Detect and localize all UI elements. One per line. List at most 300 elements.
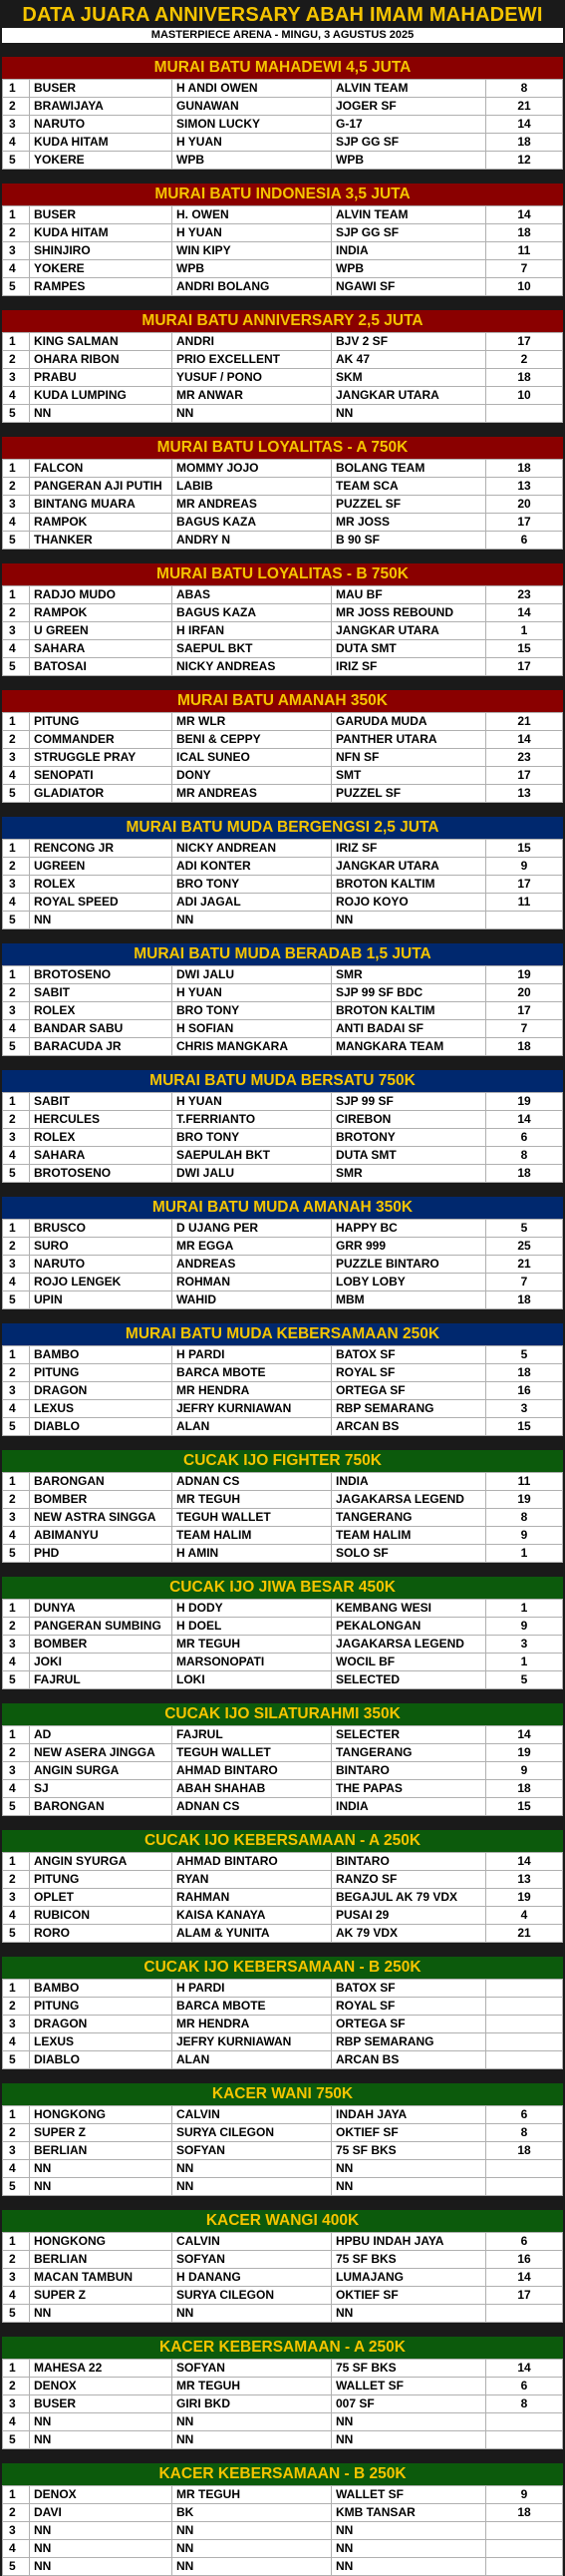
owner-cell: MR HENDRA [172,1382,332,1400]
owner-cell: ADI JAGAL [172,894,332,912]
table-row [3,2142,563,2160]
score-cell: 14 [486,731,563,749]
rank-cell: 3 [3,242,30,260]
team-cell: NN [332,912,486,929]
rank-cell: 2 [3,351,30,369]
score-cell: 14 [486,1726,563,1744]
owner-cell: NICKY ANDREAS [172,658,332,676]
owner-cell: MR ANDREAS [172,785,332,803]
rank-cell: 4 [3,1020,30,1038]
table-row [3,80,563,98]
rank-cell: 2 [3,1618,30,1636]
rank-cell: 4 [3,2287,30,2305]
score-cell: 14 [486,2360,563,2378]
score-cell: 8 [486,1147,563,1165]
score-cell [486,912,563,929]
team-cell: PUSAI 29 [332,1907,486,1925]
bird-name-cell: ROJO LENGEK [30,1274,172,1291]
bird-name-cell: NARUTO [30,1256,172,1274]
rank-cell: 2 [3,2378,30,2395]
owner-cell: NN [172,912,332,929]
bird-name-cell: DAVI [30,2504,172,2522]
team-cell: NFN SF [332,749,486,767]
team-cell: OKTIEF SF [332,2124,486,2142]
score-cell: 17 [486,876,563,894]
team-cell: LUMAJANG [332,2269,486,2287]
owner-cell: DWI JALU [172,966,332,984]
score-cell [486,1980,563,1998]
table-row [3,749,563,767]
class-section [2,2210,563,2323]
bird-name-cell: AD [30,1726,172,1744]
results-table [2,79,563,170]
table-row [3,1093,563,1111]
rank-cell: 5 [3,2558,30,2576]
table-row [3,2233,563,2251]
bird-name-cell: ROLEX [30,1129,172,1147]
results-table [2,332,563,423]
owner-cell: AHMAD BINTARO [172,1762,332,1780]
team-cell: WALLET SF [332,2486,486,2504]
owner-cell: ADI KONTER [172,858,332,876]
owner-cell: MR HENDRA [172,2016,332,2033]
bird-name-cell: FAJRUL [30,1671,172,1689]
team-cell: BJV 2 SF [332,333,486,351]
team-cell: SKM [332,369,486,387]
team-cell: ROJO KOYO [332,894,486,912]
score-cell: 14 [486,116,563,134]
rank-cell: 3 [3,1636,30,1654]
owner-cell: BAGUS KAZA [172,514,332,532]
table-row [3,405,563,423]
results-table [2,1852,563,1943]
table-row [3,1600,563,1618]
bird-name-cell: RAMPOK [30,604,172,622]
team-cell: BATOX SF [332,1346,486,1364]
owner-cell: MR TEGUH [172,2378,332,2395]
owner-cell: H ANDI OWEN [172,80,332,98]
owner-cell: T.FERRIANTO [172,1111,332,1129]
bird-name-cell: BRAWIJAYA [30,98,172,116]
class-section [2,943,563,1056]
rank-cell: 1 [3,2233,30,2251]
class-section [2,2463,563,2576]
team-cell: IRIZ SF [332,658,486,676]
owner-cell: ALAN [172,1418,332,1436]
class-section [2,690,563,803]
team-cell: RBP SEMARANG [332,2033,486,2051]
results-table [2,965,563,1056]
table-row [3,1111,563,1129]
team-cell: ARCAN BS [332,2051,486,2069]
rank-cell: 3 [3,2142,30,2160]
rank-cell: 1 [3,713,30,731]
score-cell: 11 [486,894,563,912]
owner-cell: SURYA CILEGON [172,2124,332,2142]
bird-name-cell: SURO [30,1238,172,1256]
bird-name-cell: KUDA HITAM [30,224,172,242]
rank-cell: 3 [3,1382,30,1400]
table-row [3,658,563,676]
table-row [3,2486,563,2504]
rank-cell: 5 [3,1291,30,1309]
class-section [2,2337,563,2449]
bird-name-cell: OPLET [30,1889,172,1907]
class-title: KACER WANGI 400K [2,2210,563,2232]
team-cell: PUZZEL SF [332,785,486,803]
owner-cell: SAEPUL BKT [172,640,332,658]
bird-name-cell: BARONGAN [30,1473,172,1491]
rank-cell: 3 [3,2016,30,2033]
score-cell: 9 [486,1762,563,1780]
owner-cell: BRO TONY [172,1129,332,1147]
team-cell: NN [332,2178,486,2196]
owner-cell: BRO TONY [172,1002,332,1020]
team-cell: ARCAN BS [332,1418,486,1436]
rank-cell: 5 [3,785,30,803]
score-cell: 1 [486,622,563,640]
owner-cell: LABIB [172,478,332,496]
bird-name-cell: MAHESA 22 [30,2360,172,2378]
table-row [3,1129,563,1147]
rank-cell: 1 [3,206,30,224]
bird-name-cell: DENOX [30,2486,172,2504]
team-cell: JAGAKARSA LEGEND [332,1491,486,1509]
score-cell [486,2413,563,2431]
results-table [2,2359,563,2449]
owner-cell: MR TEGUH [172,2486,332,2504]
bird-name-cell: BUSER [30,80,172,98]
score-cell: 14 [486,206,563,224]
team-cell: ORTEGA SF [332,2016,486,2033]
owner-cell: NN [172,2558,332,2576]
table-row [3,1545,563,1563]
team-cell: INDIA [332,242,486,260]
score-cell: 21 [486,1256,563,1274]
rank-cell: 4 [3,767,30,785]
bird-name-cell: ROYAL SPEED [30,894,172,912]
team-cell: JANGKAR UTARA [332,622,486,640]
table-row [3,966,563,984]
score-cell: 17 [486,658,563,676]
class-title: MURAI BATU MUDA KEBERSAMAAN 250K [2,1323,563,1345]
rank-cell: 2 [3,984,30,1002]
bird-name-cell: NN [30,2413,172,2431]
owner-cell: ICAL SUNEO [172,749,332,767]
rank-cell: 2 [3,1998,30,2016]
owner-cell: NN [172,405,332,423]
team-cell: SJP GG SF [332,224,486,242]
bird-name-cell: LEXUS [30,2033,172,2051]
table-row [3,604,563,622]
score-cell: 19 [486,966,563,984]
bird-name-cell: JOKI [30,1654,172,1671]
table-row [3,1527,563,1545]
owner-cell: DWI JALU [172,1165,332,1183]
score-cell: 18 [486,224,563,242]
bird-name-cell: HONGKONG [30,2106,172,2124]
bird-name-cell: PITUNG [30,713,172,731]
score-cell: 18 [486,2142,563,2160]
rank-cell: 4 [3,894,30,912]
score-cell: 6 [486,2106,563,2124]
table-row [3,1889,563,1907]
score-cell: 19 [486,1491,563,1509]
bird-name-cell: SJ [30,1780,172,1798]
rank-cell: 4 [3,387,30,405]
rank-cell: 1 [3,1853,30,1871]
rank-cell: 4 [3,2413,30,2431]
table-row [3,351,563,369]
team-cell: NN [332,2413,486,2431]
score-cell [486,2305,563,2323]
team-cell: INDIA [332,1473,486,1491]
rank-cell: 2 [3,1238,30,1256]
class-section [2,1070,563,1183]
bird-name-cell: NN [30,2178,172,2196]
bird-name-cell: SAHARA [30,640,172,658]
page-title: DATA JUARA ANNIVERSARY ABAH IMAM MAHADEWI [22,4,543,26]
table-row [3,2106,563,2124]
table-row [3,1220,563,1238]
rank-cell: 1 [3,460,30,478]
table-row [3,1618,563,1636]
class-section [2,1197,563,1309]
team-cell: THE PAPAS [332,1780,486,1798]
results-table [2,1725,563,1816]
score-cell: 15 [486,640,563,658]
table-row [3,1238,563,1256]
bird-name-cell: NN [30,2540,172,2558]
rank-cell: 3 [3,1129,30,1147]
owner-cell: MR TEGUH [172,1636,332,1654]
bird-name-cell: NEW ASERA JINGGA [30,1744,172,1762]
bird-name-cell: YOKERE [30,152,172,170]
bird-name-cell: SHINJIRO [30,242,172,260]
bird-name-cell: DIABLO [30,1418,172,1436]
class-title: CUCAK IJO JIWA BESAR 450K [2,1577,563,1599]
bird-name-cell: BROTOSENO [30,1165,172,1183]
class-title: MURAI BATU MAHADEWI 4,5 JUTA [2,57,563,79]
score-cell: 17 [486,333,563,351]
table-row [3,152,563,170]
rank-cell: 1 [3,1220,30,1238]
owner-cell: ABAS [172,586,332,604]
rank-cell: 3 [3,1256,30,1274]
team-cell: 75 SF BKS [332,2360,486,2378]
table-row [3,1853,563,1871]
team-cell: BROTONY [332,1129,486,1147]
rank-cell: 3 [3,2269,30,2287]
team-cell: PUZZEL SF [332,496,486,514]
bird-name-cell: COMMANDER [30,731,172,749]
results-table [2,1219,563,1309]
table-row [3,1400,563,1418]
team-cell: INDAH JAYA [332,2106,486,2124]
score-cell: 3 [486,1400,563,1418]
table-row [3,514,563,532]
owner-cell: H IRFAN [172,622,332,640]
table-row [3,1509,563,1527]
owner-cell: D UJANG PER [172,1220,332,1238]
team-cell: CIREBON [332,1111,486,1129]
class-title: MURAI BATU MUDA AMANAH 350K [2,1197,563,1219]
score-cell: 20 [486,496,563,514]
rank-cell: 4 [3,1147,30,1165]
owner-cell: CALVIN [172,2233,332,2251]
table-row [3,640,563,658]
bird-name-cell: BUSER [30,2395,172,2413]
team-cell: SMR [332,966,486,984]
owner-cell: ADNAN CS [172,1798,332,1816]
score-cell: 6 [486,532,563,550]
bird-name-cell: UPIN [30,1291,172,1309]
rank-cell: 2 [3,2124,30,2142]
score-cell: 17 [486,514,563,532]
table-row [3,1744,563,1762]
team-cell: JAGAKARSA LEGEND [332,1636,486,1654]
score-cell: 8 [486,80,563,98]
team-cell: ALVIN TEAM [332,80,486,98]
owner-cell: GIRI BKD [172,2395,332,2413]
rank-cell: 5 [3,2431,30,2449]
team-cell: AK 79 VDX [332,1925,486,1943]
team-cell: MR JOSS [332,514,486,532]
table-row [3,2360,563,2378]
team-cell: BEGAJUL AK 79 VDX [332,1889,486,1907]
table-row [3,785,563,803]
table-row [3,2395,563,2413]
team-cell: DUTA SMT [332,640,486,658]
score-cell: 7 [486,1274,563,1291]
bird-name-cell: PITUNG [30,1871,172,1889]
table-row [3,1020,563,1038]
owner-cell: SAEPULAH BKT [172,1147,332,1165]
bird-name-cell: RENCONG JR [30,840,172,858]
rank-cell: 5 [3,278,30,296]
results-sections [0,57,565,2576]
results-table [2,1979,563,2069]
bird-name-cell: BINTANG MUARA [30,496,172,514]
owner-cell: H DANANG [172,2269,332,2287]
table-row [3,2178,563,2196]
owner-cell: ABAH SHAHAB [172,1780,332,1798]
bird-name-cell: BATOSAI [30,658,172,676]
table-row [3,1925,563,1943]
owner-cell: ANDRI [172,333,332,351]
team-cell: GARUDA MUDA [332,713,486,731]
results-table [2,2232,563,2323]
team-cell: G-17 [332,116,486,134]
bird-name-cell: GLADIATOR [30,785,172,803]
score-cell [486,405,563,423]
bird-name-cell: RAMPES [30,278,172,296]
score-cell: 18 [486,1291,563,1309]
owner-cell: GUNAWAN [172,98,332,116]
table-row [3,2124,563,2142]
owner-cell: CHRIS MANGKARA [172,1038,332,1056]
team-cell: JANGKAR UTARA [332,387,486,405]
rank-cell: 5 [3,532,30,550]
score-cell: 4 [486,1907,563,1925]
rank-cell: 1 [3,80,30,98]
score-cell: 21 [486,1925,563,1943]
team-cell: AK 47 [332,351,486,369]
score-cell: 13 [486,785,563,803]
rank-cell: 4 [3,514,30,532]
results-table [2,585,563,676]
owner-cell: BRO TONY [172,876,332,894]
owner-cell: NICKY ANDREAN [172,840,332,858]
team-cell: SMR [332,1165,486,1183]
team-cell: WPB [332,260,486,278]
table-row [3,731,563,749]
bird-name-cell: YOKERE [30,260,172,278]
team-cell: SJP GG SF [332,134,486,152]
table-row [3,2016,563,2033]
class-section [2,1957,563,2069]
rank-cell: 5 [3,2178,30,2196]
owner-cell: MR ANWAR [172,387,332,405]
score-cell: 7 [486,260,563,278]
score-cell: 14 [486,604,563,622]
score-cell: 3 [486,1636,563,1654]
owner-cell: SOFYAN [172,2142,332,2160]
class-title: MURAI BATU AMANAH 350K [2,690,563,712]
score-cell: 18 [486,134,563,152]
bird-name-cell: LEXUS [30,1400,172,1418]
score-cell: 17 [486,1002,563,1020]
team-cell: JOGER SF [332,98,486,116]
score-cell [486,2431,563,2449]
team-cell: JANGKAR UTARA [332,858,486,876]
table-row [3,460,563,478]
rank-cell: 1 [3,1726,30,1744]
owner-cell: BENI & CEPPY [172,731,332,749]
team-cell: KEMBANG WESI [332,1600,486,1618]
team-cell: NGAWI SF [332,278,486,296]
table-row [3,134,563,152]
rank-cell: 2 [3,604,30,622]
class-section [2,563,563,676]
owner-cell: WPB [172,260,332,278]
score-cell: 19 [486,1744,563,1762]
rank-cell: 2 [3,2504,30,2522]
bird-name-cell: UGREEN [30,858,172,876]
team-cell: BROTON KALTIM [332,1002,486,1020]
class-title: KACER KEBERSAMAAN - B 250K [2,2463,563,2485]
team-cell: LOBY LOBY [332,1274,486,1291]
bird-name-cell: PHD [30,1545,172,1563]
rank-cell: 4 [3,1907,30,1925]
bird-name-cell: BOMBER [30,1491,172,1509]
bird-name-cell: KING SALMAN [30,333,172,351]
rank-cell: 5 [3,2051,30,2069]
rank-cell: 5 [3,2305,30,2323]
table-row [3,2305,563,2323]
team-cell: BROTON KALTIM [332,876,486,894]
team-cell: NN [332,2160,486,2178]
owner-cell: PRIO EXCELLENT [172,351,332,369]
score-cell [486,2033,563,2051]
bird-name-cell: RUBICON [30,1907,172,1925]
bird-name-cell: DIABLO [30,2051,172,2069]
owner-cell: NN [172,2431,332,2449]
rank-cell: 2 [3,2251,30,2269]
bird-name-cell: ROLEX [30,1002,172,1020]
score-cell: 15 [486,840,563,858]
bird-name-cell: NN [30,2305,172,2323]
